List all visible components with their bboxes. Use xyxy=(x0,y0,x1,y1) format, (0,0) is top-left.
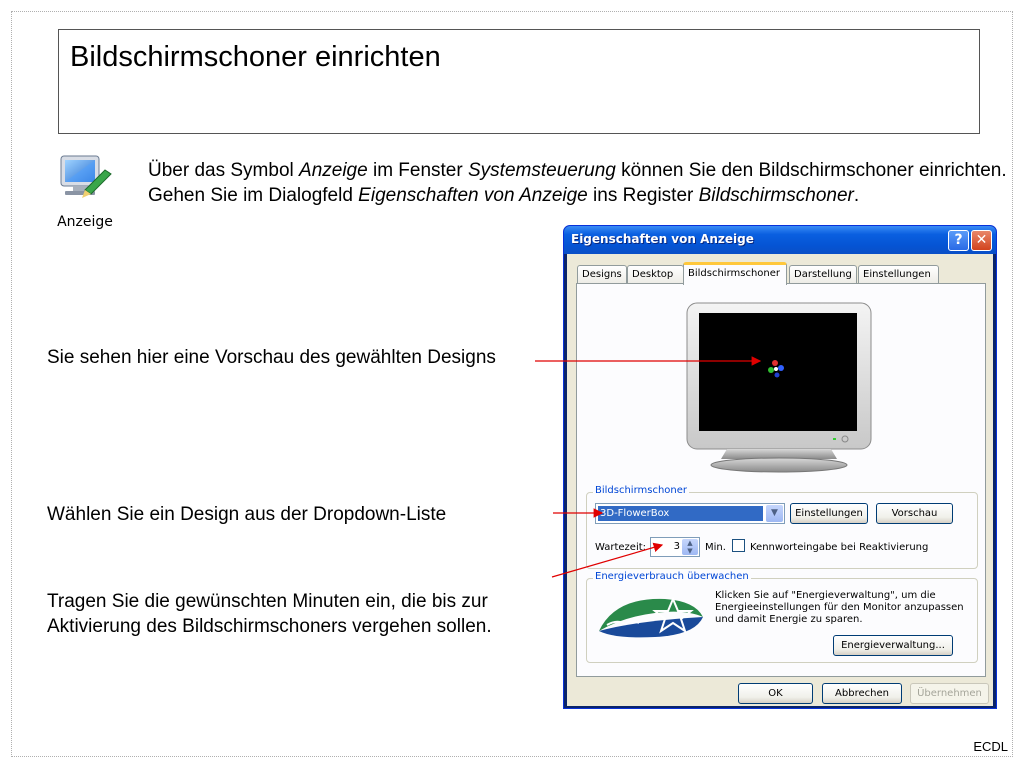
settings-button[interactable]: Einstellungen xyxy=(790,503,868,524)
callout-preview: Sie sehen hier eine Vorschau des gewählten Designs xyxy=(47,347,496,368)
callout-minutes: Tragen Sie die gewünschten Minuten ein, die bis zur Aktivierung des Bildschirmschoners vergehen sollen. xyxy=(47,591,492,637)
help-button[interactable]: ? xyxy=(948,230,969,251)
footer-ecdl: ECDL xyxy=(973,739,1008,754)
wait-value[interactable]: 3 xyxy=(673,541,680,552)
intro-emphasis: Anzeige xyxy=(299,160,368,181)
password-label[interactable]: Kennworteingabe bei Reaktivierung xyxy=(750,542,929,553)
slide-title: Bildschirmschoner einrichten xyxy=(70,41,441,73)
tab-desktop[interactable]: Desktop xyxy=(627,265,684,284)
intro-emphasis: Eigenschaften von Anzeige xyxy=(358,185,588,206)
intro-run: im Fenster xyxy=(367,160,468,181)
energy-management-button[interactable]: Energieverwaltung... xyxy=(833,635,953,656)
chevron-down-icon[interactable]: ▼ xyxy=(766,505,783,522)
intro-run: . xyxy=(853,185,860,206)
energy-description: Klicken Sie auf "Energieverwaltung", um die Energieeinstellungen für den Monitor anzupassen und damit Energie zu sparen. xyxy=(715,590,964,625)
dialog-title: Eigenschaften von Anzeige xyxy=(571,232,754,246)
screensaver-selected: 3D-FlowerBox xyxy=(598,506,763,521)
close-button[interactable]: ✕ xyxy=(971,230,992,251)
apply-button[interactable]: Übernehmen xyxy=(910,683,989,704)
tab-darstellung[interactable]: Darstellung xyxy=(789,265,857,284)
wait-label: Wartezeit: xyxy=(595,542,647,553)
tab-einstellungen[interactable]: Einstellungen xyxy=(858,265,939,284)
intro-emphasis: Systemsteuerung xyxy=(468,160,616,181)
min-label: Min. xyxy=(705,542,726,553)
preview-button[interactable]: Vorschau xyxy=(876,503,953,524)
callout-dropdown: Wählen Sie ein Design aus der Dropdown-Liste xyxy=(47,504,447,525)
energy-group-legend: Energieverbrauch überwachen xyxy=(595,571,749,582)
ok-button[interactable]: OK xyxy=(738,683,813,704)
tab-bildschirmschoner[interactable]: Bildschirmschoner xyxy=(683,262,787,285)
intro-run: können Sie den Bildschirmschoner einrichten. Gehen Sie im Dialogfeld xyxy=(148,160,1007,206)
tab-designs[interactable]: Designs xyxy=(577,265,627,284)
intro-run: Über das Symbol xyxy=(148,160,300,181)
arrow-minutes xyxy=(552,545,662,577)
spinner-arrows-icon[interactable]: ▲ ▼ xyxy=(682,539,698,555)
anzeige-label: Anzeige xyxy=(57,214,113,230)
intro-run: ins Register xyxy=(587,185,699,206)
cancel-button[interactable]: Abbrechen xyxy=(822,683,902,704)
screensaver-group-legend: Bildschirmschoner xyxy=(595,485,688,496)
intro-emphasis: Bildschirmschoner xyxy=(698,185,854,206)
